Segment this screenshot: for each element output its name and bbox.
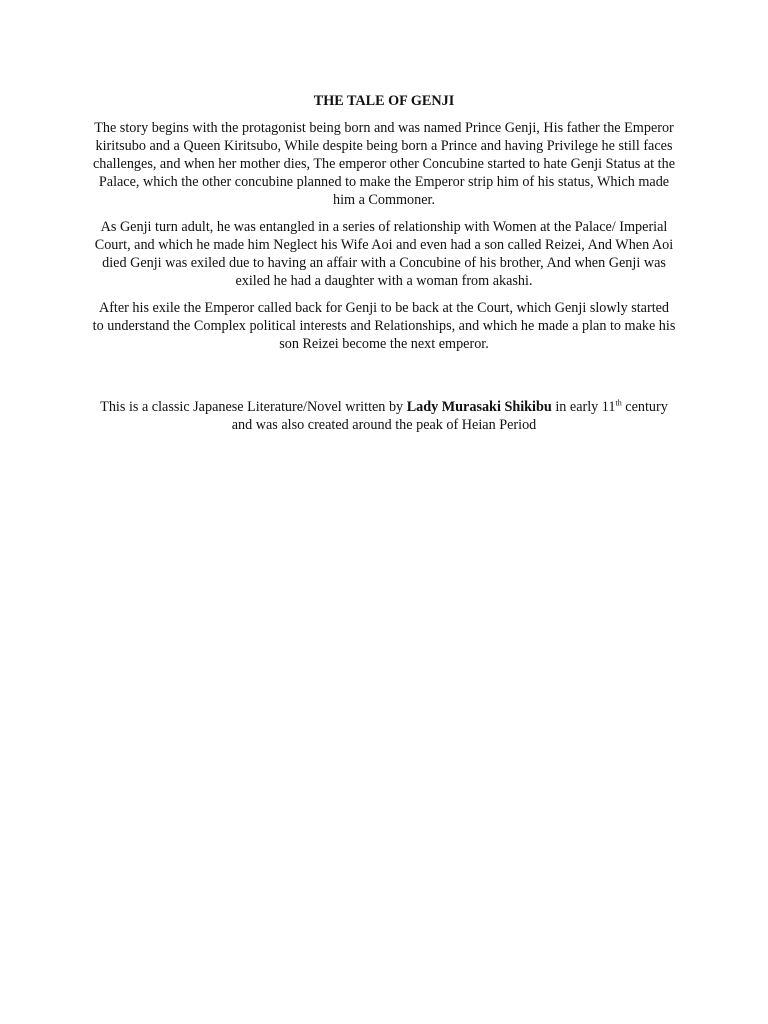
paragraph-birth: The story begins with the protagonist being born and was named Prince Genji, His father the Emperor kiritsubo and a Queen Kiritsubo, While despite being born a Prince and having Privilege he still faces challenges, and when her mother dies, The emperor other Concubine started to hate Genji Status at the Palace, which the other concubine planned to make the Emperor strip him of his status, Which made him a Commoner.: [92, 120, 676, 208]
closing-text-intro: This is a classic Japanese Literature/Novel written by: [100, 399, 407, 415]
closing-text-end: century and was also created around the peak of Heian Period: [231, 399, 668, 433]
closing-text-century: in early 11: [551, 399, 616, 415]
document-page: [92, 92, 676, 434]
document-title: THE TALE OF GENJI: [313, 93, 455, 109]
paragraph-exile: As Genji turn adult, he was entangled in a series of relationship with Women at the Palace/ Imperial Court, and which he made him Neglect his Wife Aoi and even had a son called Reizei, And When Aoi died Genji was exiled due to having an affair with a Concubine of his brother, And when Genji was exiled he had a daughter with a woman from akashi.: [94, 219, 674, 289]
paragraph-return: After his exile the Emperor called back for Genji to be back at the Court, which Genji slowly started to understand the Complex political interests and Relationships, and which he made a plan to make his son Reizei become the next emperor.: [92, 300, 676, 352]
closing-paragraph: [92, 398, 676, 434]
section-spacer: [92, 362, 676, 398]
author-name: Lady Murasaki Shikibu: [406, 399, 552, 415]
ordinal-suffix: th: [615, 398, 622, 408]
